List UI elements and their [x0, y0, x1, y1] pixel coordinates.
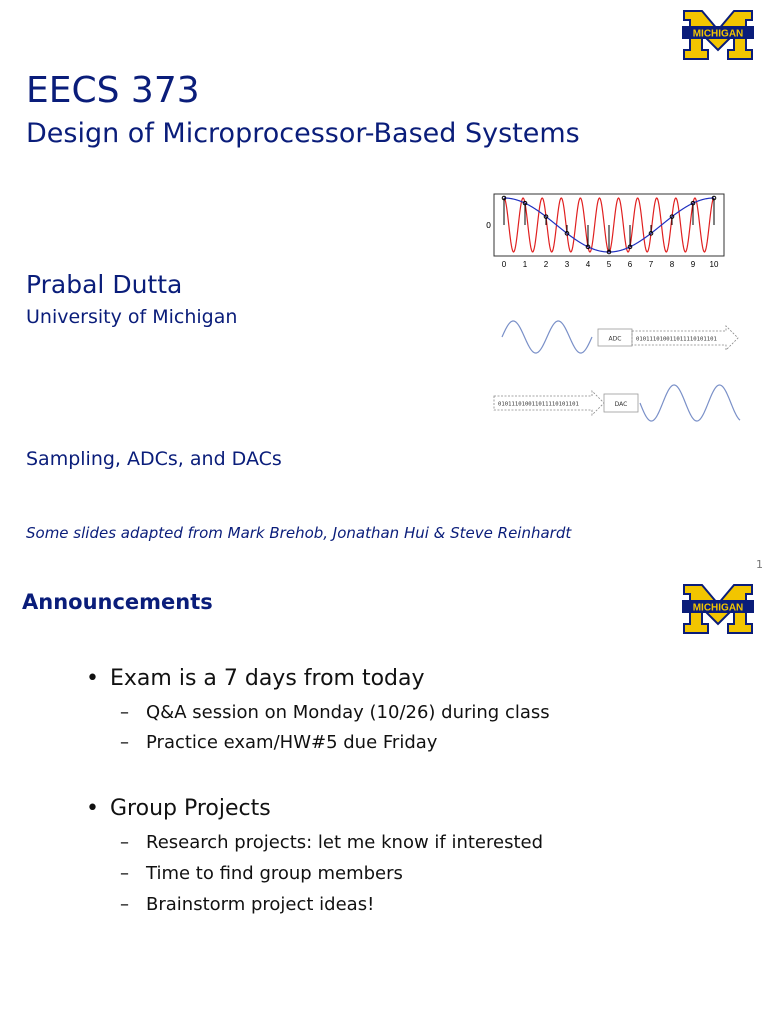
- analog-input-wave: [502, 321, 592, 353]
- logo-text: MICHIGAN: [692, 602, 744, 614]
- dac-diagram: [492, 372, 744, 428]
- bullet-item: [86, 666, 425, 691]
- bullet-dot: •: [86, 796, 99, 821]
- sub-bullet-text: Time to find group members: [146, 863, 403, 884]
- bullet-dash: –: [120, 863, 129, 884]
- bullet-item: [86, 796, 271, 821]
- bullet-dash: –: [120, 832, 129, 853]
- x-tick-label: 6: [627, 260, 633, 269]
- adc-bits: 010111010011011110101101: [636, 336, 717, 343]
- x-tick-label: 5: [606, 260, 612, 269]
- analog-output-wave: [640, 385, 740, 421]
- x-tick-label: 10: [709, 260, 719, 269]
- affiliation: University of Michigan: [26, 306, 238, 328]
- page-number: 1: [756, 558, 763, 571]
- announcements-slide: [0, 578, 768, 1024]
- x-tick-label: 9: [690, 260, 696, 269]
- x-tick-label: 4: [585, 260, 591, 269]
- author-name: Prabal Dutta: [26, 270, 183, 299]
- credits-line: Some slides adapted from Mark Brehob, Jonathan Hui & Steve Reinhardt: [26, 524, 572, 542]
- bullet-text: Exam is a 7 days from today: [110, 666, 425, 691]
- x-tick-label: 7: [648, 260, 654, 269]
- sub-bullet-item: [120, 894, 374, 915]
- x-tick-label: 1: [522, 260, 528, 269]
- x-tick-label: 2: [543, 260, 549, 269]
- bullet-dot: •: [86, 666, 99, 691]
- topic-title: Sampling, ADCs, and DACs: [26, 448, 282, 470]
- x-tick-label: 8: [669, 260, 675, 269]
- sub-bullet-text: Brainstorm project ideas!: [146, 894, 375, 915]
- y-tick-zero: 0: [486, 221, 492, 230]
- x-tick-label: 0: [501, 260, 507, 269]
- adc-diagram: [500, 312, 740, 362]
- dac-label: DAC: [614, 401, 628, 408]
- bullet-dash: –: [120, 894, 129, 915]
- sub-bullet-item: [120, 702, 550, 723]
- course-title: Design of Microprocessor-Based Systems: [26, 118, 580, 149]
- sub-bullet-text: Research projects: let me know if interested: [146, 832, 544, 853]
- bullet-text: Group Projects: [110, 796, 271, 821]
- michigan-logo: [682, 584, 754, 634]
- course-code: EECS 373: [26, 70, 200, 111]
- dac-bits: 010111010011011110101101: [498, 401, 579, 408]
- michigan-logo: [682, 10, 754, 60]
- sub-bullet-item: [120, 732, 437, 753]
- sub-bullet-item: [120, 832, 543, 853]
- sub-bullet-text: Practice exam/HW#5 due Friday: [146, 732, 438, 753]
- slide-title: Announcements: [22, 590, 213, 614]
- logo-text: MICHIGAN: [692, 28, 744, 40]
- bullet-dash: –: [120, 702, 129, 723]
- sub-bullet-text: Q&A session on Monday (10/26) during class: [146, 702, 550, 723]
- x-tick-label: 3: [564, 260, 570, 269]
- adc-label: ADC: [608, 335, 622, 343]
- sampling-plot: [482, 190, 728, 270]
- bullet-dash: –: [120, 732, 129, 753]
- sub-bullet-item: [120, 863, 403, 884]
